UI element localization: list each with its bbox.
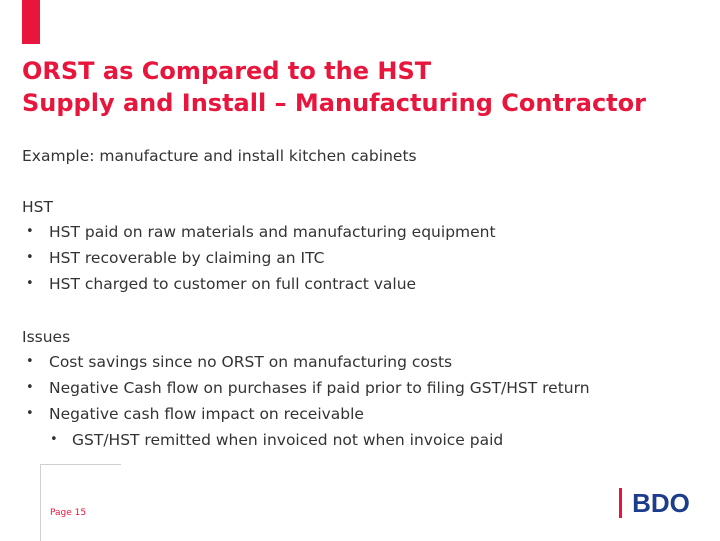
bullet-icon: •	[26, 380, 34, 395]
list-item-text: Negative Cash flow on purchases if paid prior to filing GST/HST return	[49, 379, 590, 397]
footer-corner-frame	[40, 464, 121, 541]
hst-section	[22, 195, 496, 297]
bullet-icon: •	[26, 354, 34, 369]
list-item	[22, 219, 496, 245]
list-item-text: HST recoverable by claiming an ITC	[49, 249, 325, 267]
list-item	[22, 349, 590, 375]
bullet-icon: •	[50, 432, 58, 447]
example-text: Example: manufacture and install kitchen cabinets	[22, 147, 417, 165]
bdo-logo	[619, 488, 699, 518]
sub-list-item	[22, 427, 590, 453]
list-item-text: Cost savings since no ORST on manufacturing costs	[49, 353, 453, 371]
hst-list	[22, 219, 496, 297]
page-number: Page 15	[50, 508, 87, 518]
issues-list	[22, 349, 590, 453]
issues-section	[22, 325, 590, 453]
list-item	[22, 245, 496, 271]
logo-text: BDO	[632, 488, 690, 518]
slide-title	[22, 55, 646, 119]
bullet-icon: •	[26, 224, 34, 239]
list-item-text: Negative cash flow impact on receivable	[49, 405, 364, 423]
list-item-text: HST paid on raw materials and manufacturing equipment	[49, 223, 496, 241]
issues-heading: Issues	[22, 328, 71, 346]
list-item	[22, 401, 590, 427]
bullet-icon: •	[26, 276, 34, 291]
bullet-icon: •	[26, 250, 34, 265]
list-item-text: HST charged to customer on full contract value	[49, 275, 417, 293]
bullet-icon: •	[26, 406, 34, 421]
top-accent-bar	[22, 0, 40, 44]
list-item	[22, 271, 496, 297]
logo-red-bar	[619, 488, 622, 518]
title-line-2: Supply and Install – Manufacturing Contractor	[22, 89, 646, 117]
list-item-text: GST/HST remitted when invoiced not when invoice paid	[72, 431, 504, 449]
title-line-1: ORST as Compared to the HST	[22, 57, 432, 85]
hst-heading: HST	[22, 198, 53, 216]
list-item	[22, 375, 590, 401]
